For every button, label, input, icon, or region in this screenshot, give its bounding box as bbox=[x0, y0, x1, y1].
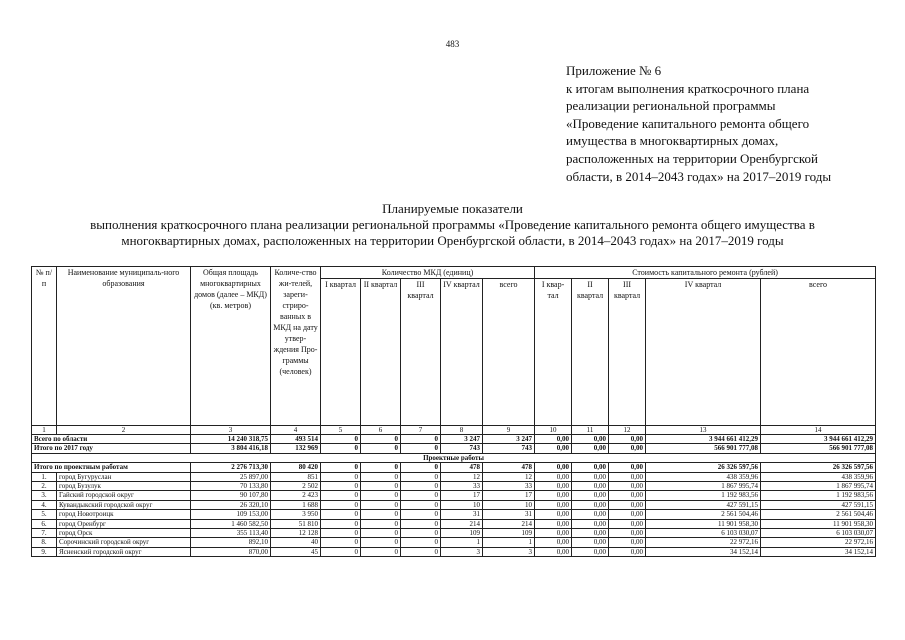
cell-q4: 3 247 bbox=[441, 435, 483, 444]
header-cost-total: всего bbox=[761, 279, 876, 426]
cell-q1: 0 bbox=[321, 435, 361, 444]
cell-ctotal: 427 591,15 bbox=[761, 500, 876, 509]
indicators-table bbox=[31, 266, 876, 557]
appendix-block bbox=[566, 62, 896, 185]
cell-cq3: 0,00 bbox=[609, 538, 646, 547]
cell-residents: 493 514 bbox=[271, 435, 321, 444]
cell-number: 8. bbox=[32, 538, 57, 547]
cell-ctotal: 11 901 958,30 bbox=[761, 519, 876, 528]
cell-cq4: 11 901 958,30 bbox=[646, 519, 761, 528]
header-count-q2: II квартал bbox=[361, 279, 401, 426]
table-row bbox=[32, 529, 876, 538]
cell-total: 33 bbox=[483, 482, 535, 491]
table-row bbox=[32, 538, 876, 547]
header-cost-q4: IV квартал bbox=[646, 279, 761, 426]
cell-q3: 0 bbox=[401, 444, 441, 453]
cell-municipality: Кувандыкский городской округ bbox=[57, 500, 191, 509]
cell-cq4: 438 359,96 bbox=[646, 472, 761, 481]
cell-cq4: 26 326 597,56 bbox=[646, 463, 761, 472]
column-number: 14 bbox=[761, 426, 876, 435]
column-number: 4 bbox=[271, 426, 321, 435]
cell-q3: 0 bbox=[401, 482, 441, 491]
cell-cq4: 1 192 983,56 bbox=[646, 491, 761, 500]
cell-municipality: Ясненский городской округ bbox=[57, 547, 191, 556]
cell-ctotal: 1 867 995,74 bbox=[761, 482, 876, 491]
cell-q3: 0 bbox=[401, 472, 441, 481]
cell-area: 70 133,80 bbox=[191, 482, 271, 491]
header-count-total: всего bbox=[483, 279, 535, 426]
cell-cq2: 0,00 bbox=[572, 510, 609, 519]
cell-area: 892,10 bbox=[191, 538, 271, 547]
cell-q2: 0 bbox=[361, 510, 401, 519]
cell-area: 25 897,00 bbox=[191, 472, 271, 481]
cell-ctotal: 22 972,16 bbox=[761, 538, 876, 547]
cell-cq1: 0,00 bbox=[535, 547, 572, 556]
cell-cq1: 0,00 bbox=[535, 435, 572, 444]
header-count-q1: I квартал bbox=[321, 279, 361, 426]
cell-cq2: 0,00 bbox=[572, 529, 609, 538]
cell-cq3: 0,00 bbox=[609, 547, 646, 556]
document-heading bbox=[10, 201, 895, 249]
cell-number: 5. bbox=[32, 510, 57, 519]
cell-cq2: 0,00 bbox=[572, 538, 609, 547]
cell-number: 6. bbox=[32, 519, 57, 528]
column-number: 6 bbox=[361, 426, 401, 435]
cell-total: 109 bbox=[483, 529, 535, 538]
cell-q1: 0 bbox=[321, 547, 361, 556]
cell-q4: 743 bbox=[441, 444, 483, 453]
cell-q2: 0 bbox=[361, 491, 401, 500]
cell-q3: 0 bbox=[401, 491, 441, 500]
cell-q3: 0 bbox=[401, 510, 441, 519]
cell-cq2: 0,00 bbox=[572, 472, 609, 481]
cell-q4: 17 bbox=[441, 491, 483, 500]
cell-cq1: 0,00 bbox=[535, 482, 572, 491]
cell-cq2: 0,00 bbox=[572, 519, 609, 528]
cell-total: 3 247 bbox=[483, 435, 535, 444]
section-row bbox=[32, 453, 876, 462]
cell-cq2: 0,00 bbox=[572, 482, 609, 491]
cell-ctotal: 3 944 661 412,29 bbox=[761, 435, 876, 444]
cell-q3: 0 bbox=[401, 463, 441, 472]
cell-q2: 0 bbox=[361, 463, 401, 472]
cell-cq3: 0,00 bbox=[609, 463, 646, 472]
cell-cq1: 0,00 bbox=[535, 472, 572, 481]
cell-cq2: 0,00 bbox=[572, 463, 609, 472]
cell-municipality: город Новотроицк bbox=[57, 510, 191, 519]
cell-q3: 0 bbox=[401, 500, 441, 509]
cell-ctotal: 6 103 030,07 bbox=[761, 529, 876, 538]
cell-cq2: 0,00 bbox=[572, 547, 609, 556]
cell-cq3: 0,00 bbox=[609, 529, 646, 538]
header-cost-q3: III квартал bbox=[609, 279, 646, 426]
column-number: 1 bbox=[32, 426, 57, 435]
appendix-line: к итогам выполнения краткосрочного плана bbox=[566, 80, 810, 96]
cell-q3: 0 bbox=[401, 538, 441, 547]
cell-cq2: 0,00 bbox=[572, 500, 609, 509]
table-row bbox=[32, 500, 876, 509]
appendix-line: имущества в многоквартирных домах, bbox=[566, 133, 779, 149]
cell-q2: 0 bbox=[361, 538, 401, 547]
cell-number: 7. bbox=[32, 529, 57, 538]
header-cost-q2: II квартал bbox=[572, 279, 609, 426]
cell-q1: 0 bbox=[321, 482, 361, 491]
cell-q2: 0 bbox=[361, 435, 401, 444]
column-number: 13 bbox=[646, 426, 761, 435]
header-count-group: Количество МКД (единиц) bbox=[321, 267, 535, 279]
cell-cq4: 22 972,16 bbox=[646, 538, 761, 547]
column-number: 10 bbox=[535, 426, 572, 435]
cell-cq1: 0,00 bbox=[535, 491, 572, 500]
section-total-row bbox=[32, 463, 876, 472]
appendix-line: реализации региональной программы bbox=[566, 98, 776, 114]
column-number: 2 bbox=[57, 426, 191, 435]
cell-area: 90 107,80 bbox=[191, 491, 271, 500]
cell-q4: 31 bbox=[441, 510, 483, 519]
cell-q4: 214 bbox=[441, 519, 483, 528]
cell-cq3: 0,00 bbox=[609, 444, 646, 453]
cell-cq4: 3 944 661 412,29 bbox=[646, 435, 761, 444]
cell-q1: 0 bbox=[321, 491, 361, 500]
header-num: № п/п bbox=[32, 267, 57, 426]
cell-q3: 0 bbox=[401, 519, 441, 528]
table-row bbox=[32, 482, 876, 491]
header-area: Общая площадь многоквартирных домов (далее – МКД) (кв. метров) bbox=[191, 267, 271, 426]
cell-q4: 1 bbox=[441, 538, 483, 547]
cell-cq3: 0,00 bbox=[609, 482, 646, 491]
cell-cq1: 0,00 bbox=[535, 529, 572, 538]
cell-cq4: 427 591,15 bbox=[646, 500, 761, 509]
cell-cq3: 0,00 bbox=[609, 510, 646, 519]
table-row bbox=[32, 472, 876, 481]
cell-residents: 51 810 bbox=[271, 519, 321, 528]
cell-cq4: 566 901 777,08 bbox=[646, 444, 761, 453]
appendix-line: области, в 2014–2043 годах» на 2017–2019 годы bbox=[566, 168, 832, 184]
row-label: Всего по области bbox=[32, 435, 191, 444]
cell-residents: 12 128 bbox=[271, 529, 321, 538]
cell-residents: 132 969 bbox=[271, 444, 321, 453]
total-row bbox=[32, 435, 876, 444]
cell-cq2: 0,00 bbox=[572, 435, 609, 444]
cell-area: 1 460 582,50 bbox=[191, 519, 271, 528]
cell-cq2: 0,00 bbox=[572, 444, 609, 453]
section-title: Проектные работы bbox=[32, 453, 876, 462]
cell-municipality: Гайский городской округ bbox=[57, 491, 191, 500]
heading-line: многоквартирных домах, расположенных на территории Оренбургской области, в 2014–2043 годах» на 2017–2019 годы bbox=[121, 233, 784, 248]
cell-residents: 80 420 bbox=[271, 463, 321, 472]
cell-ctotal: 438 359,96 bbox=[761, 472, 876, 481]
cell-ctotal: 566 901 777,08 bbox=[761, 444, 876, 453]
cell-total: 3 bbox=[483, 547, 535, 556]
cell-q1: 0 bbox=[321, 529, 361, 538]
total-row bbox=[32, 444, 876, 453]
cell-area: 109 153,00 bbox=[191, 510, 271, 519]
cell-ctotal: 1 192 983,56 bbox=[761, 491, 876, 500]
cell-residents: 1 688 bbox=[271, 500, 321, 509]
cell-total: 17 bbox=[483, 491, 535, 500]
cell-area: 3 804 416,18 bbox=[191, 444, 271, 453]
column-number: 7 bbox=[401, 426, 441, 435]
table-row bbox=[32, 519, 876, 528]
cell-q1: 0 bbox=[321, 538, 361, 547]
appendix-line: Приложение № 6 bbox=[566, 63, 662, 78]
cell-municipality: Сорочинский городской округ bbox=[57, 538, 191, 547]
page-number: 483 bbox=[445, 39, 460, 49]
cell-ctotal: 26 326 597,56 bbox=[761, 463, 876, 472]
cell-cq2: 0,00 bbox=[572, 491, 609, 500]
row-label: Итого по проектным работам bbox=[32, 463, 191, 472]
cell-cq1: 0,00 bbox=[535, 500, 572, 509]
cell-area: 355 113,40 bbox=[191, 529, 271, 538]
cell-q4: 3 bbox=[441, 547, 483, 556]
cell-q2: 0 bbox=[361, 547, 401, 556]
cell-area: 14 240 318,75 bbox=[191, 435, 271, 444]
cell-residents: 3 950 bbox=[271, 510, 321, 519]
appendix-line: расположенных на территории Оренбургской bbox=[566, 150, 818, 166]
header-residents: Количе-ство жи-телей, зареги-стриро-ванных в МКД на дату утвер-ждения Про-граммы (человек) bbox=[271, 267, 321, 426]
table-row bbox=[32, 491, 876, 500]
cell-area: 2 276 713,30 bbox=[191, 463, 271, 472]
cell-residents: 2 423 bbox=[271, 491, 321, 500]
header-cost-group: Стоимость капитального ремонта (рублей) bbox=[535, 267, 876, 279]
cell-number: 4. bbox=[32, 500, 57, 509]
cell-cq4: 6 103 030,07 bbox=[646, 529, 761, 538]
cell-total: 214 bbox=[483, 519, 535, 528]
cell-q4: 33 bbox=[441, 482, 483, 491]
header-count-q3: III квартал bbox=[401, 279, 441, 426]
cell-cq1: 0,00 bbox=[535, 444, 572, 453]
cell-q1: 0 bbox=[321, 444, 361, 453]
cell-municipality: город Бугуруслан bbox=[57, 472, 191, 481]
cell-q2: 0 bbox=[361, 519, 401, 528]
cell-q3: 0 bbox=[401, 435, 441, 444]
cell-residents: 45 bbox=[271, 547, 321, 556]
cell-total: 1 bbox=[483, 538, 535, 547]
cell-q3: 0 bbox=[401, 547, 441, 556]
cell-residents: 2 502 bbox=[271, 482, 321, 491]
column-number: 11 bbox=[572, 426, 609, 435]
column-number-row bbox=[32, 426, 876, 435]
cell-cq1: 0,00 bbox=[535, 519, 572, 528]
cell-municipality: город Орск bbox=[57, 529, 191, 538]
cell-q2: 0 bbox=[361, 500, 401, 509]
cell-q4: 12 bbox=[441, 472, 483, 481]
column-number: 12 bbox=[609, 426, 646, 435]
cell-total: 743 bbox=[483, 444, 535, 453]
column-number: 5 bbox=[321, 426, 361, 435]
cell-q2: 0 bbox=[361, 444, 401, 453]
heading-line: выполнения краткосрочного плана реализации региональной программы «Проведение капитального ремонта общего имущества в bbox=[90, 217, 815, 232]
cell-number: 2. bbox=[32, 482, 57, 491]
cell-ctotal: 34 152,14 bbox=[761, 547, 876, 556]
cell-q1: 0 bbox=[321, 472, 361, 481]
cell-number: 1. bbox=[32, 472, 57, 481]
cell-q2: 0 bbox=[361, 529, 401, 538]
cell-total: 12 bbox=[483, 472, 535, 481]
cell-q1: 0 bbox=[321, 510, 361, 519]
cell-cq3: 0,00 bbox=[609, 500, 646, 509]
cell-cq4: 2 561 504,46 bbox=[646, 510, 761, 519]
cell-cq1: 0,00 bbox=[535, 510, 572, 519]
cell-municipality: город Бузулук bbox=[57, 482, 191, 491]
heading-title: Планируемые показатели bbox=[382, 201, 523, 216]
cell-q3: 0 bbox=[401, 529, 441, 538]
cell-cq3: 0,00 bbox=[609, 435, 646, 444]
cell-cq4: 1 867 995,74 bbox=[646, 482, 761, 491]
cell-q1: 0 bbox=[321, 500, 361, 509]
cell-cq3: 0,00 bbox=[609, 519, 646, 528]
cell-ctotal: 2 561 504,46 bbox=[761, 510, 876, 519]
cell-cq3: 0,00 bbox=[609, 491, 646, 500]
cell-cq1: 0,00 bbox=[535, 463, 572, 472]
cell-residents: 851 bbox=[271, 472, 321, 481]
cell-area: 26 320,10 bbox=[191, 500, 271, 509]
table-row bbox=[32, 510, 876, 519]
table-header-row bbox=[32, 267, 876, 279]
cell-total: 478 bbox=[483, 463, 535, 472]
cell-q2: 0 bbox=[361, 482, 401, 491]
cell-q4: 109 bbox=[441, 529, 483, 538]
cell-q4: 478 bbox=[441, 463, 483, 472]
cell-q4: 10 bbox=[441, 500, 483, 509]
column-number: 3 bbox=[191, 426, 271, 435]
cell-q1: 0 bbox=[321, 519, 361, 528]
cell-residents: 40 bbox=[271, 538, 321, 547]
cell-area: 870,00 bbox=[191, 547, 271, 556]
cell-total: 10 bbox=[483, 500, 535, 509]
cell-cq1: 0,00 bbox=[535, 538, 572, 547]
cell-q2: 0 bbox=[361, 472, 401, 481]
column-number: 8 bbox=[441, 426, 483, 435]
row-label: Итого по 2017 году bbox=[32, 444, 191, 453]
cell-municipality: город Оренбург bbox=[57, 519, 191, 528]
cell-cq4: 34 152,14 bbox=[646, 547, 761, 556]
cell-number: 3. bbox=[32, 491, 57, 500]
header-cost-q1: I квар-тал bbox=[535, 279, 572, 426]
cell-q1: 0 bbox=[321, 463, 361, 472]
cell-total: 31 bbox=[483, 510, 535, 519]
column-number: 9 bbox=[483, 426, 535, 435]
cell-number: 9. bbox=[32, 547, 57, 556]
header-count-q4: IV квартал bbox=[441, 279, 483, 426]
appendix-line: «Проведение капитального ремонта общего bbox=[566, 115, 810, 131]
table-row bbox=[32, 547, 876, 556]
cell-cq3: 0,00 bbox=[609, 472, 646, 481]
header-name: Наименование муниципаль-ного образования bbox=[57, 267, 191, 426]
